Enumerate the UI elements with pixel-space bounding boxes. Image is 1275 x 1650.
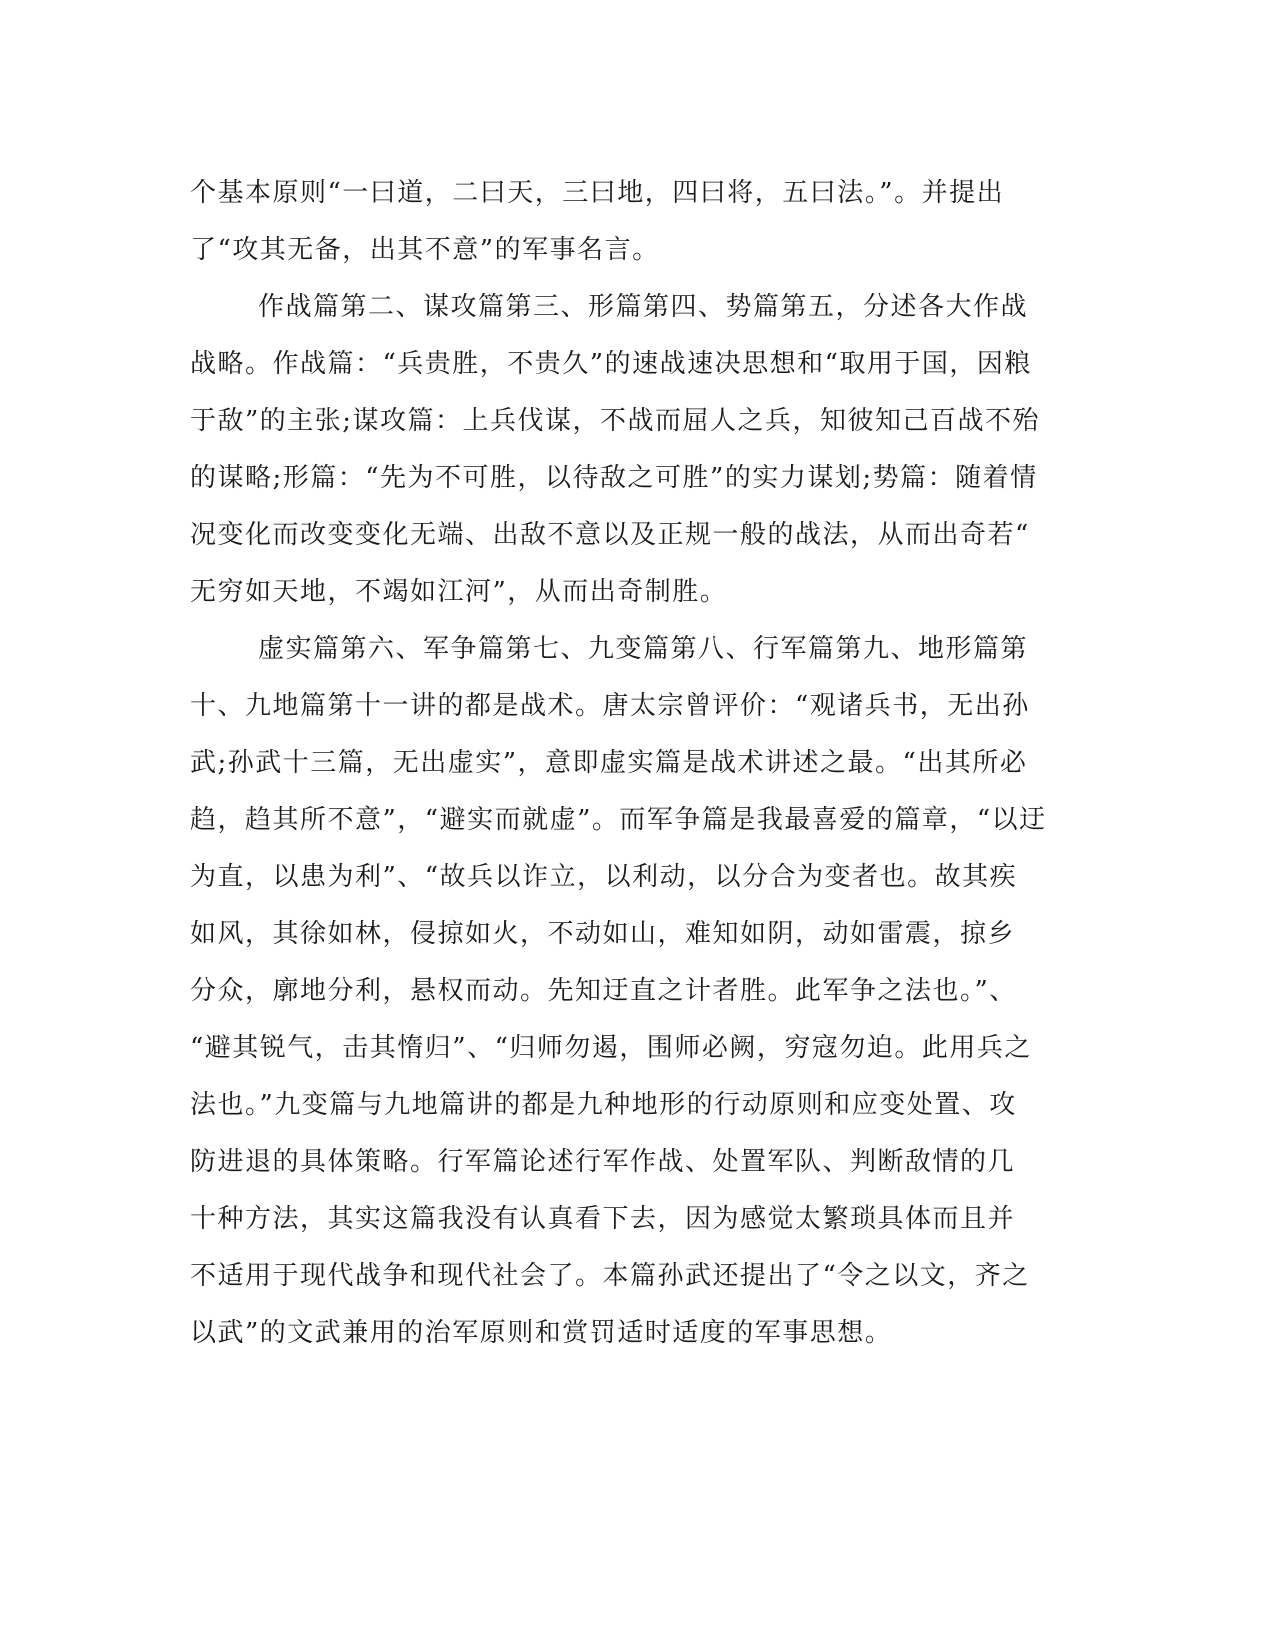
paragraph-3-line-10: 防进退的具体策略。行军篇论述行军作战、处置军队、判断敌情的几: [190, 1147, 1016, 1177]
paragraph-2-line-1: 作战篇第二、谋攻篇第三、形篇第四、势篇第五，分述各大作战: [258, 292, 1029, 322]
paragraph-3-line-4: 趋，趋其所不意”，“避实而就虚”。而军争篇是我最喜爱的篇章，“以迂: [190, 805, 1047, 835]
paragraph-2-line-5: 况变化而改变变化无端、出敌不意以及正规一般的战法，从而出奇若“: [190, 520, 1030, 550]
paragraph-3-line-9: 法也。”九变篇与九地篇讲的都是九种地形的行动原则和应变处置、攻: [190, 1090, 1017, 1120]
paragraph-3-line-12: 不适用于现代战争和现代社会了。本篇孙武还提出了“令之以文，齐之: [190, 1261, 1030, 1291]
paragraph-2-line-4: 的谋略;形篇：“先为不可胜，以待敌之可胜”的实力谋划;势篇：随着情: [190, 463, 1038, 493]
paragraph-3-line-6: 如风，其徐如林，侵掠如火，不动如山，难知如阴，动如雷震，掠乡: [190, 919, 1016, 949]
paragraph-3-line-8: “避其锐气，击其惰归”、“归师勿遏，围师必阙，穷寇勿迫。此用兵之: [190, 1033, 1032, 1063]
paragraph-3-line-2: 十、九地篇第十一讲的都是战术。唐太宗曾评价：“观诸兵书，无出孙: [190, 691, 1030, 721]
paragraph-1-line-2: 了“攻其无备，出其不意”的军事名言。: [190, 235, 660, 265]
paragraph-3-line-1: 虚实篇第六、军争篇第七、九变篇第八、行军篇第九、地形篇第: [258, 634, 1029, 664]
paragraph-2-line-2: 战略。作战篇：“兵贵胜，不贵久”的速战速决思想和“取用于国，因粮: [190, 349, 1032, 379]
paragraph-3-line-13: 以武”的文武兼用的治军原则和赏罚适时适度的军事思想。: [190, 1318, 893, 1348]
paragraph-2-line-6: 无穷如天地，不竭如江河”，从而出奇制胜。: [190, 577, 728, 607]
paragraph-3-line-5: 为直，以患为利”、“故兵以诈立，以利动，以分合为变者也。故其疾: [190, 862, 1018, 892]
paragraph-2-line-3: 于敌”的主张;谋攻篇：上兵伐谋，不战而屈人之兵，知彼知己百战不殆: [190, 406, 1041, 436]
paragraph-3-line-7: 分众，廓地分利，悬权而动。先知迂直之计者胜。此军争之法也。”、: [190, 976, 1017, 1006]
paragraph-3-line-11: 十种方法，其实这篇我没有认真看下去，因为感觉太繁琐具体而且并: [190, 1204, 1016, 1234]
paragraph-1-line-1: 个基本原则“一曰道，二曰天，三曰地，四曰将，五曰法。”。并提出: [190, 178, 1005, 208]
paragraph-3-line-3: 武;孙武十三篇，无出虚实”，意即虚实篇是战术讲述之最。“出其所必: [190, 748, 1028, 778]
body-text: [190, 165, 1075, 1362]
